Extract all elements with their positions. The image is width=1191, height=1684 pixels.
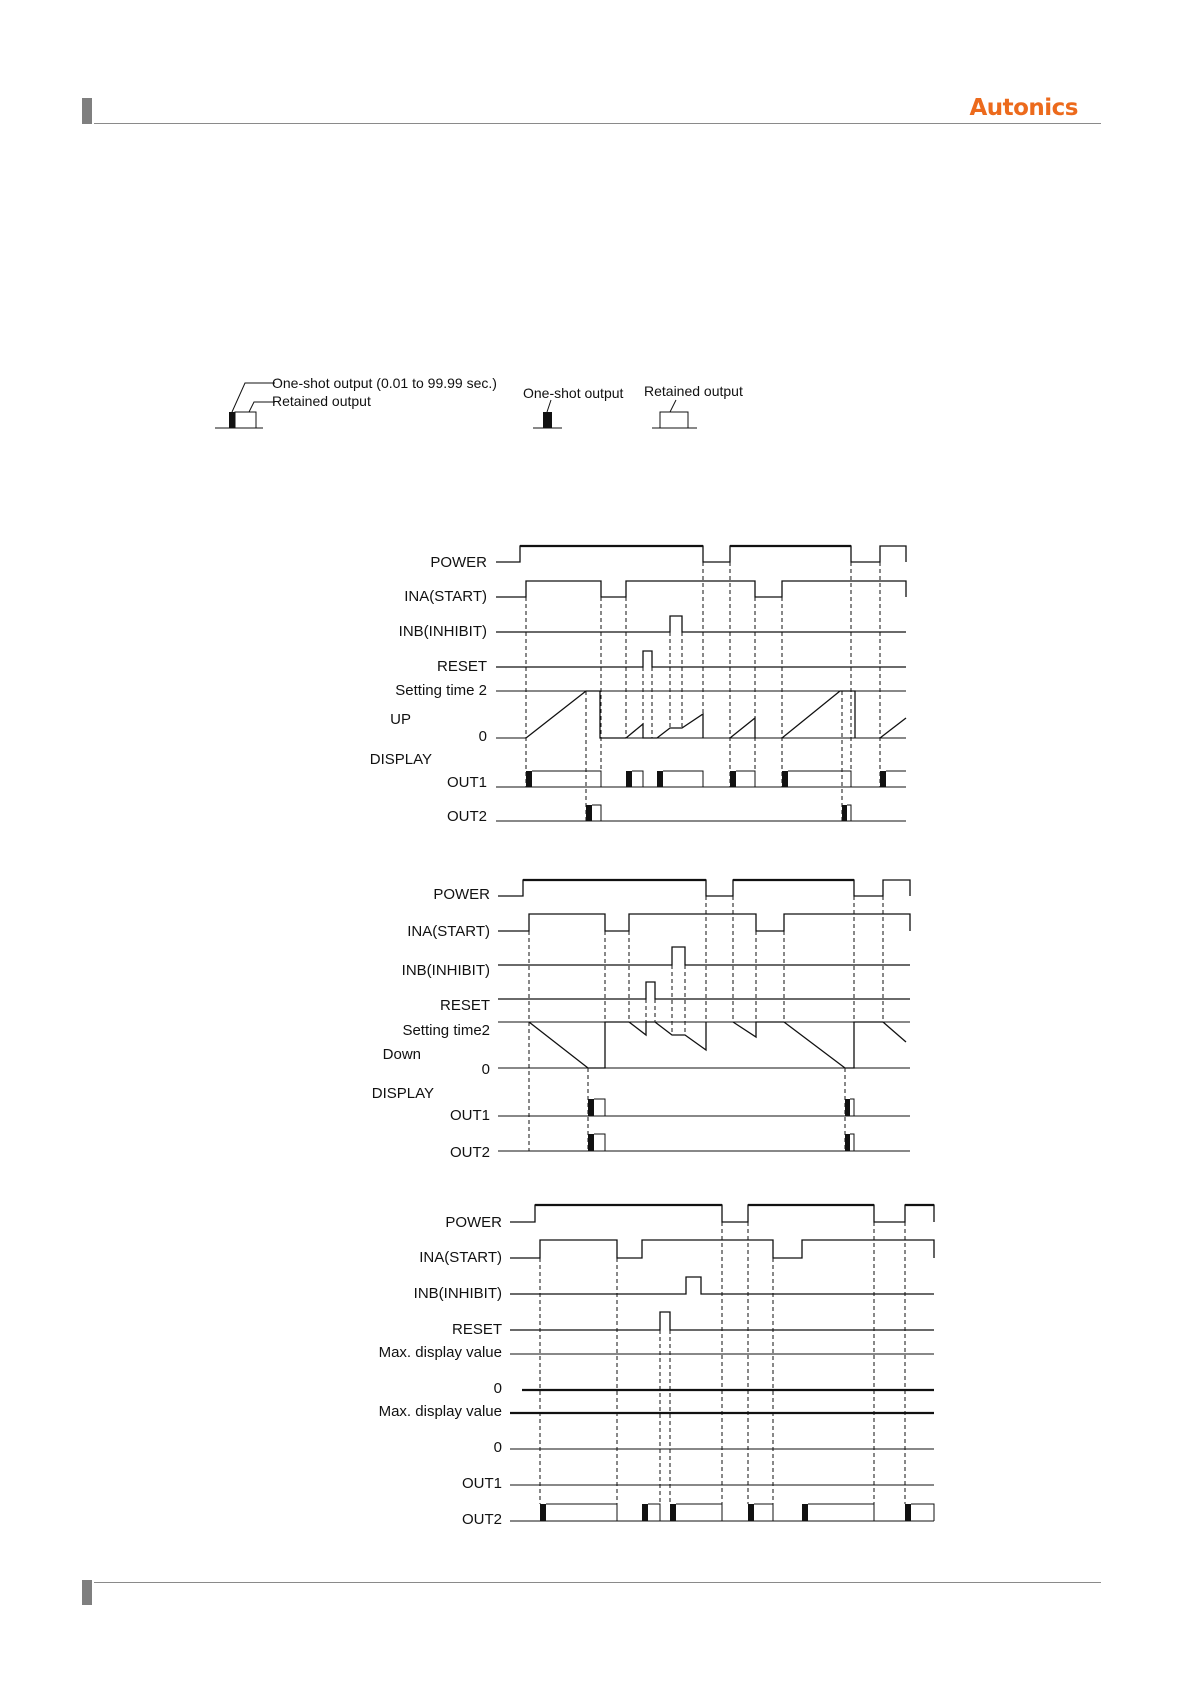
label-power: POWER	[430, 554, 487, 571]
label-out1: OUT1	[461, 1475, 502, 1492]
label-max-display-2: Max. display value	[378, 1403, 502, 1420]
label-setting-time: Setting time 2	[395, 682, 487, 699]
label-out1: OUT1	[446, 774, 487, 791]
label-inb-inhibit: INB(INHIBIT)	[413, 1285, 502, 1302]
label-reset: RESET	[451, 1321, 502, 1338]
label-mode-up: UP	[390, 711, 411, 728]
timing-diagram-up	[370, 546, 906, 825]
label-ina-start: INA(START)	[407, 923, 490, 940]
legend-oneshot: One-shot output	[523, 385, 624, 401]
label-zero-2: 0	[493, 1439, 502, 1456]
legend-combined-oneshot: One-shot output (0.01 to 99.99 sec.)	[272, 375, 497, 391]
label-reset: RESET	[436, 658, 487, 675]
label-inb-inhibit: INB(INHIBIT)	[398, 623, 487, 640]
timing-diagram-down	[372, 880, 910, 1161]
label-setting-time: Setting time2	[402, 1022, 490, 1039]
label-display: DISPLAY	[369, 751, 432, 768]
label-power: POWER	[433, 886, 490, 903]
legend-combined-retained: Retained output	[272, 393, 371, 409]
label-inb-inhibit: INB(INHIBIT)	[401, 962, 490, 979]
label-zero-1: 0	[493, 1380, 502, 1397]
legend-retained: Retained output	[644, 383, 743, 399]
label-max-display-1: Max. display value	[378, 1344, 502, 1361]
label-ina-start: INA(START)	[419, 1249, 502, 1266]
label-power: POWER	[445, 1214, 502, 1231]
timing-diagram-max-display	[379, 1205, 934, 1528]
label-out2: OUT2	[461, 1511, 502, 1528]
label-mode-down: Down	[382, 1046, 421, 1063]
label-ina-start: INA(START)	[404, 588, 487, 605]
output-legend	[215, 375, 743, 428]
label-reset: RESET	[439, 997, 490, 1014]
label-zero: 0	[481, 1061, 490, 1078]
label-zero: 0	[478, 728, 487, 745]
label-out2: OUT2	[446, 808, 487, 825]
label-out2: OUT2	[449, 1144, 490, 1161]
brand-logo: Autonics	[969, 95, 1078, 121]
label-out1: OUT1	[449, 1107, 490, 1124]
label-display: DISPLAY	[371, 1085, 434, 1102]
